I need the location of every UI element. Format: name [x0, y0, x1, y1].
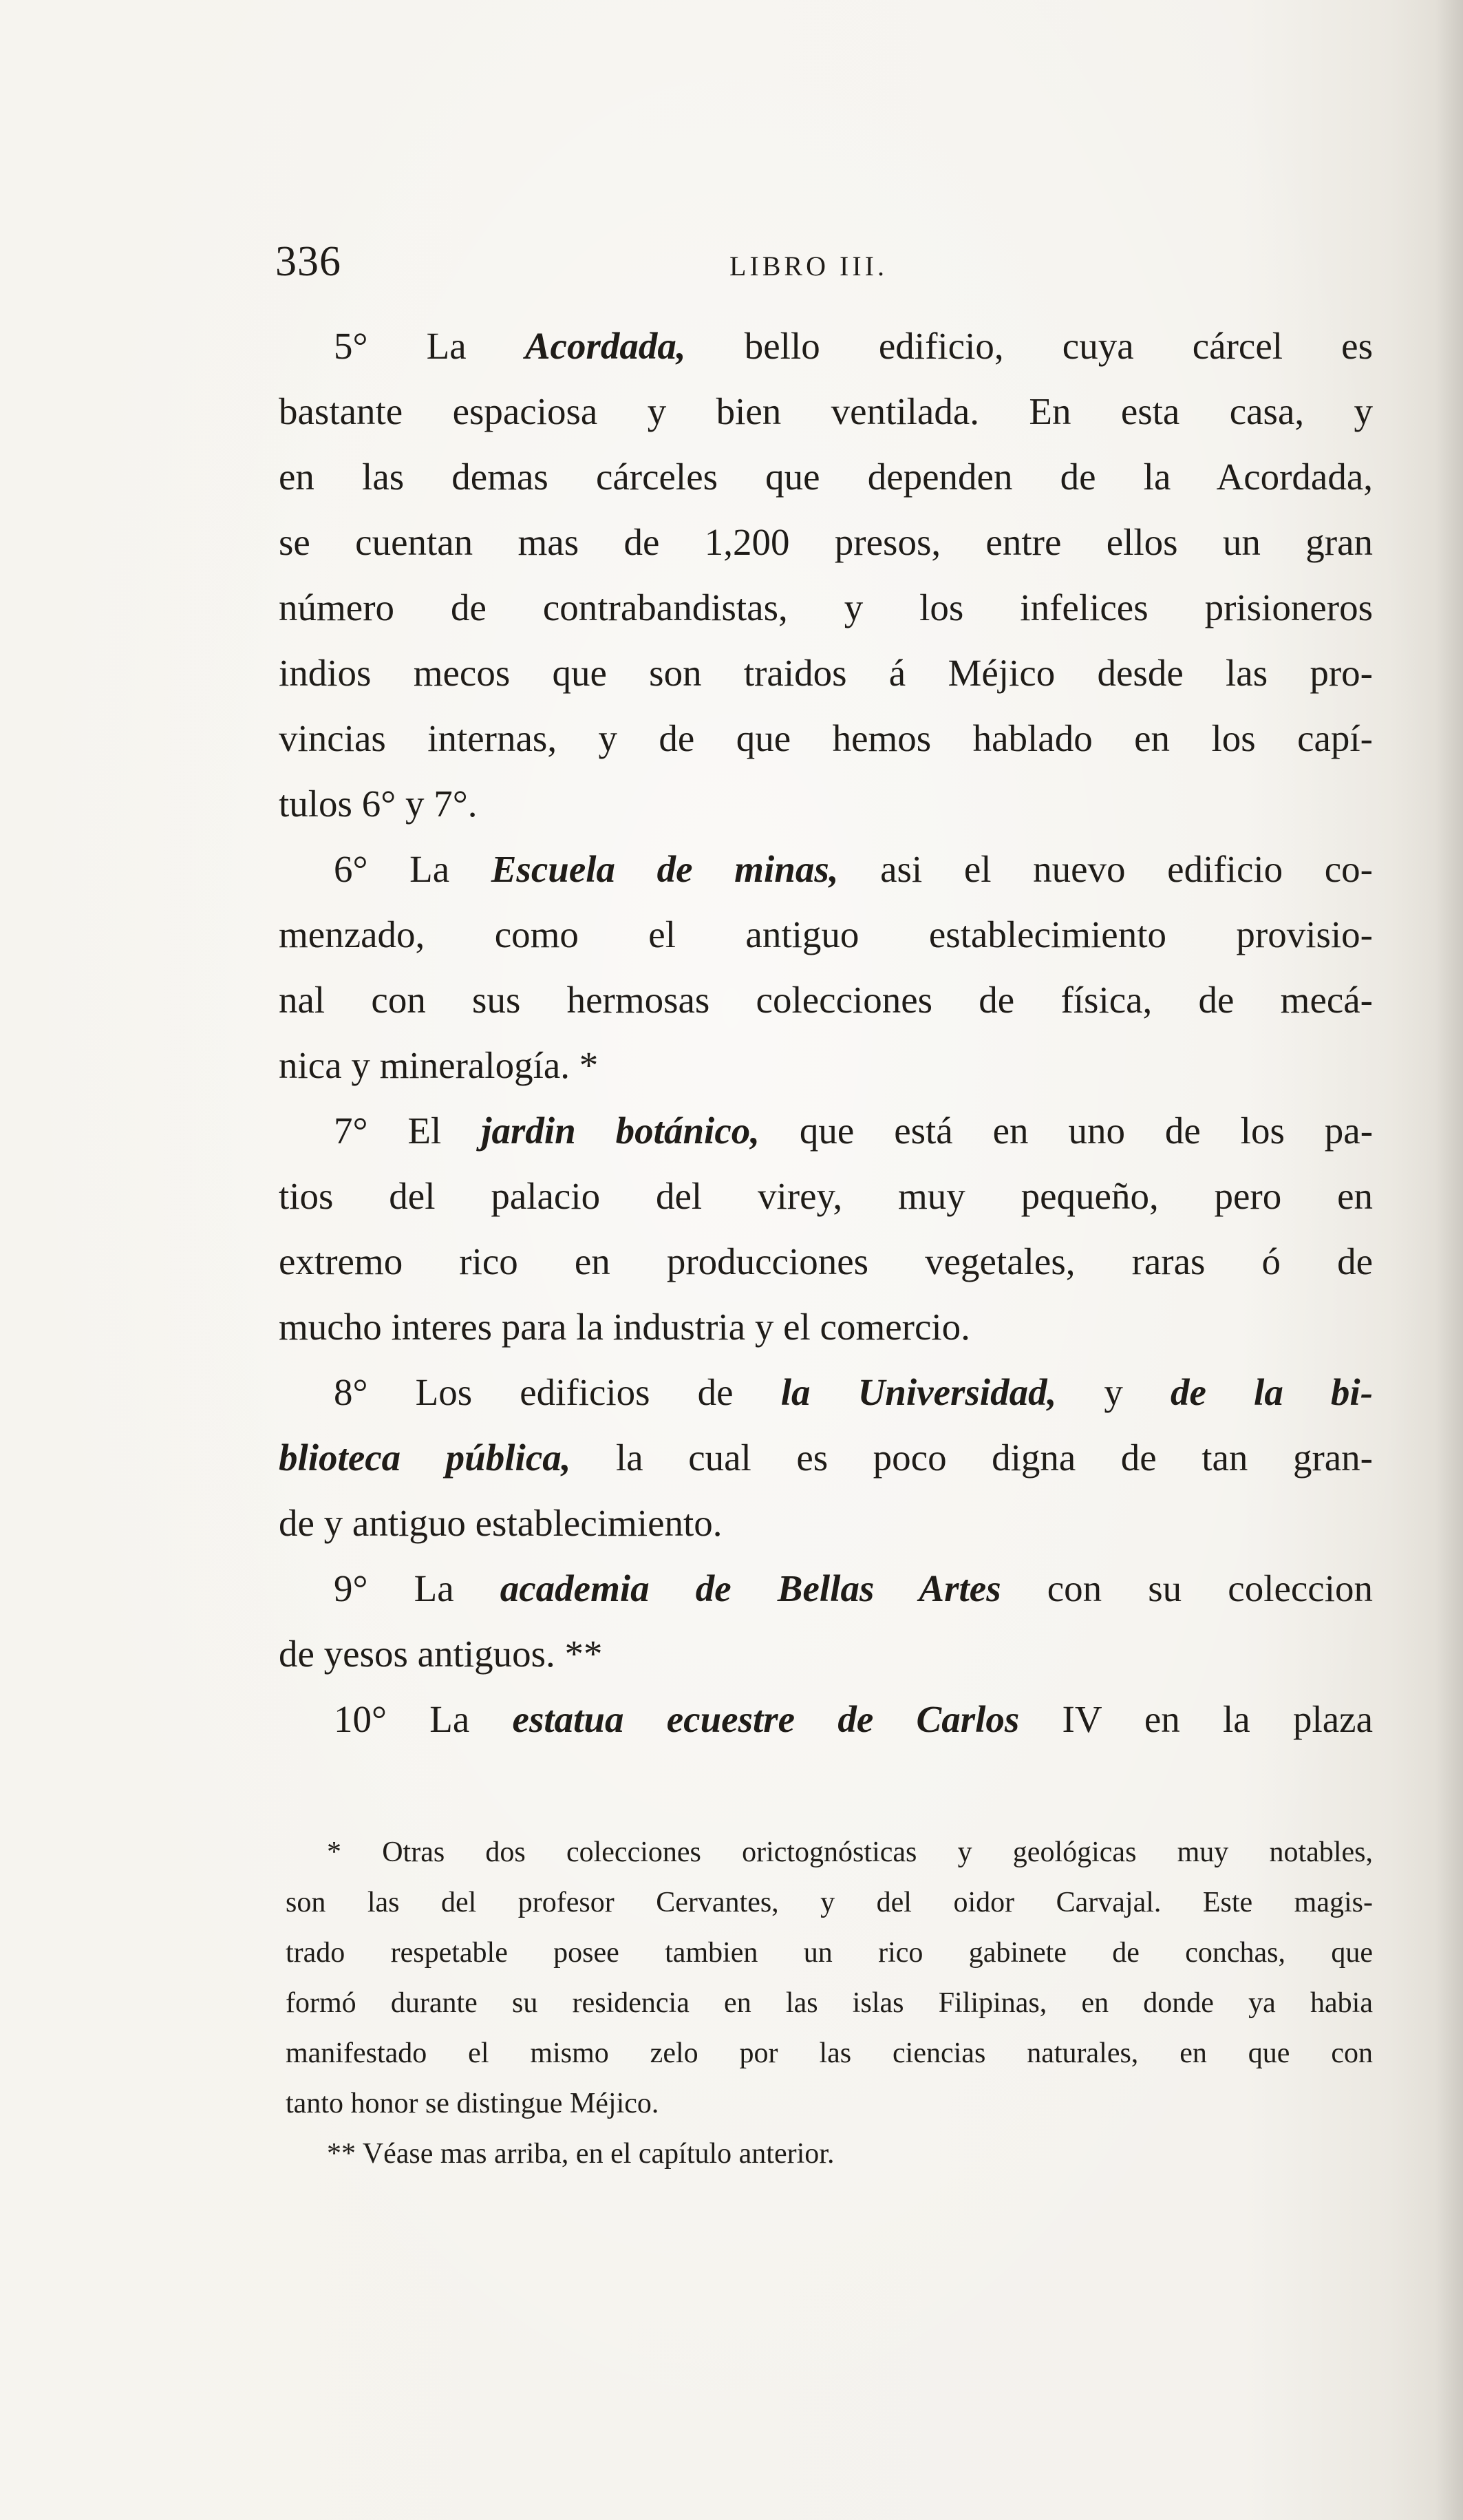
paragraph-jardin-botanico: [279, 1098, 1373, 1359]
emphasis: academia de Bellas Artes: [500, 1567, 1001, 1609]
text-line: blioteca pública, la cual es poco digna de tan gran-: [279, 1437, 1373, 1479]
emphasis: blioteca pública,: [279, 1437, 571, 1479]
footnote-line: manifestado el mismo zelo por las ciencias naturales, en que con: [286, 2037, 1373, 2069]
text-line: de yesos antiguos. **: [279, 1633, 603, 1675]
text-line: tulos 6° y 7°.: [279, 783, 478, 825]
text-line: menzado, como el antiguo establecimiento provisio-: [279, 913, 1373, 955]
text-line: mucho interes para la industria y el comercio.: [279, 1306, 970, 1348]
text-line: vincias internas, y de que hemos hablado en los capí-: [279, 717, 1373, 759]
paragraph-universidad: [279, 1359, 1373, 1556]
paragraph-escuela-de-minas: [279, 836, 1373, 1098]
emphasis: de la bi-: [1171, 1371, 1374, 1413]
text-line: 5° La Acordada, bello edificio, cuya cárcel es: [334, 325, 1373, 367]
footnotes: [286, 1828, 1373, 2179]
text-line: en las demas cárceles que dependen de la Acordada,: [279, 456, 1373, 498]
text-line: indios mecos que son traidos á Méjico desde las pro-: [279, 652, 1373, 694]
emphasis: Escuela de minas,: [491, 848, 839, 890]
footnote-line: ** Véase mas arriba, en el capítulo anterior.: [327, 2138, 835, 2170]
text-line: 6° La Escuela de minas, asi el nuevo edificio co-: [334, 848, 1373, 890]
text-line: tios del palacio del virey, muy pequeño, pero en: [279, 1175, 1373, 1217]
text-line: extremo rico en producciones vegetales, raras ó de: [279, 1240, 1373, 1282]
text-line: de y antiguo establecimiento.: [279, 1502, 723, 1544]
main-text: [279, 313, 1373, 1752]
text-line: 7° El jardin botánico, que está en uno de los pa-: [334, 1110, 1374, 1152]
paragraph-bellas-artes: [279, 1556, 1373, 1686]
footnote-line: trado respetable posee tambien un rico gabinete de conchas, que: [286, 1937, 1373, 1969]
page-edge-shadow: [1435, 0, 1463, 2520]
footnote-line: formó durante su residencia en las islas Filipinas, en donde ya habia: [286, 1987, 1373, 2019]
text-line: 10° La estatua ecuestre de Carlos IV en la plaza: [334, 1698, 1373, 1740]
text-line: número de contrabandistas, y los infelices prisioneros: [279, 586, 1373, 628]
emphasis: Acordada,: [524, 325, 686, 367]
emphasis: jardin botánico,: [481, 1110, 760, 1152]
text-line: nal con sus hermosas colecciones de física, de mecá-: [279, 979, 1373, 1021]
page-header: [275, 237, 1376, 286]
page-number: 336: [275, 238, 341, 285]
footnote-line: tanto honor se distingue Méjico.: [286, 2088, 659, 2119]
text-line: nica y mineralogía. *: [279, 1044, 599, 1086]
text-line: se cuentan mas de 1,200 presos, entre ellos un gran: [279, 521, 1373, 563]
paragraph-estatua-ecuestre: [279, 1686, 1373, 1752]
text-line: bastante espaciosa y bien ventilada. En esta casa, y: [279, 390, 1373, 432]
text-line: 9° La academia de Bellas Artes con su coleccion: [334, 1567, 1373, 1609]
footnote-line: son las del profesor Cervantes, y del oidor Carvajal. Este magis-: [286, 1887, 1373, 1918]
footnote-line: * Otras dos colecciones orictognósticas y geológicas muy notables,: [327, 1836, 1373, 1868]
running-head: LIBRO III.: [729, 251, 888, 282]
text-line: 8° Los edificios de la Universidad, y de la bi-: [334, 1371, 1374, 1413]
footnote-1: [286, 1828, 1373, 2129]
paragraph-acordada: [279, 313, 1373, 836]
footnote-2: [286, 2129, 1373, 2179]
emphasis: estatua ecuestre de Carlos: [512, 1698, 1020, 1740]
emphasis: la Universidad,: [780, 1371, 1057, 1413]
